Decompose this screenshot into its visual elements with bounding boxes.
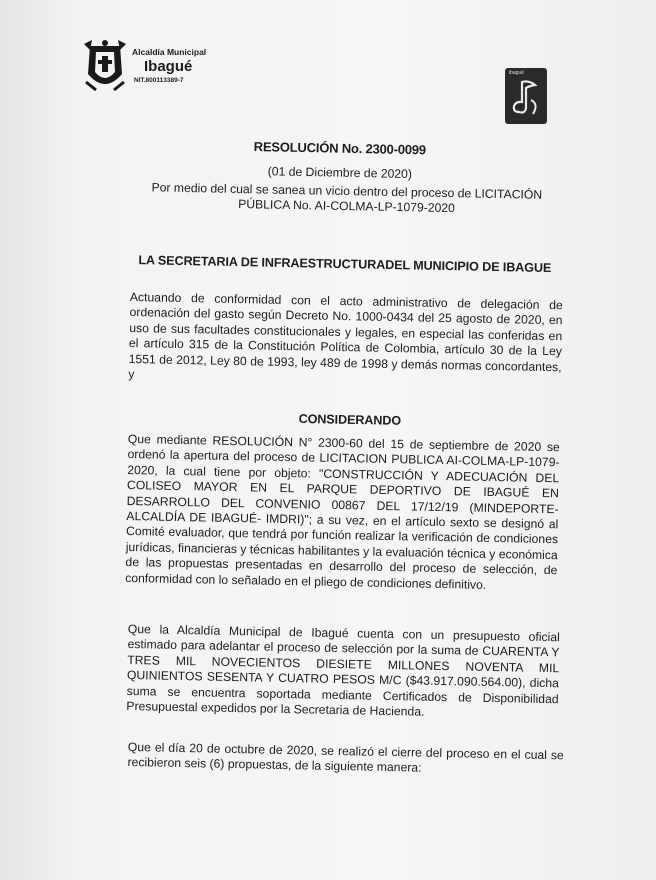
authority-heading: LA SECRETARIA DE INFRAESTRUCTURADEL MUNICIPIO DE IBAGUE xyxy=(138,253,552,276)
music-note-icon xyxy=(505,68,547,124)
considerando-heading: CONSIDERANDO xyxy=(298,411,402,428)
considerando-paragraph-3: Que el día 20 de octubre de 2020, se realizó el cierre del proceso en el cual se recibieron seis (6) propuestas, de la siguiente manera: xyxy=(127,740,564,776)
considerando-paragraph-2: Que la Alcaldía Municipal de Ibagué cuenta con un presupuesto oficial estimado para adelantar el proceso de selección por la suma de CUARENTA Y TRES MIL NOVECIENTOS DIESIETE MILLONES NOVENTA MIL QUINIENTOS SESENTA Y CUATRO PESOS M/C ($43.917.090.564.00), dicha suma se encuentra soportada mediante Certificados de Disponibilidad Presupuestal expedidos por la Secretaria de Hacienda. xyxy=(126,622,560,719)
org-line1: Alcaldía Municipal xyxy=(132,47,207,57)
resolution-subject: Por medio del cual se sanea un vicio dentro del proceso de LICITACIÓN PÚBLICA No. AI-COLMA-LP-1079-2020 xyxy=(151,180,543,216)
org-nit: NIT.800113389-7 xyxy=(134,76,184,84)
preamble-paragraph: Actuando de conformidad con el acto administrativo de delegación de ordenación del gasto según Decreto No. 1000-0434 del 25 agosto de 2020, en uso de sus facultades constitucionales y legales, en especial las conferidas en el artículo 315 de la Constitución Política de Colombia, artículo 30 de la Ley 1551 de 2012, Ley 80 de 1993, ley 489 de 1998 y demás normas concordantes, y xyxy=(128,290,563,382)
ibague-crest-icon xyxy=(82,38,128,98)
resolution-date: (01 de Diciembre de 2020) xyxy=(267,164,413,182)
org-line2: Ibagué xyxy=(144,57,193,75)
secretaria-logo-label: ibagué xyxy=(509,70,525,76)
considerando-paragraph-1: Que mediante RESOLUCIÓN N° 2300-60 del 15 de septiembre de 2020 se ordenó la apertura del proceso de LICITACION PUBLICA AI-COLMA-LP-1079-2020, la cual tiene por objeto: "CONSTRUCCIÓN Y ADECUACIÓN DEL COLISEO MAYOR EN EL PARQUE DEPORTIVO DE IBAGUÉ EN DESARROLLO DEL CONVENIO 00867 DEL 17/12/19 (MINDEPORTE-ALCALDÍA DE IBAGUÉ- IMDRI)"; a su vez, en el artículo sexto se designó al Comité evaluador, que tendrá por función realizar la verificación de condiciones jurídicas, financieras y técnicas habilitantes y la evaluación técnica y económica de las propuestas presentadas en desarrollo del proceso de selección, de conformidad con lo señalado en el pliego de condiciones definitivo. xyxy=(125,432,560,592)
org-name-block xyxy=(132,48,206,84)
resolution-title: RESOLUCIÓN No. 2300-0099 xyxy=(253,139,427,158)
secretaria-logo xyxy=(505,68,547,124)
alcaldia-logo xyxy=(82,38,262,100)
